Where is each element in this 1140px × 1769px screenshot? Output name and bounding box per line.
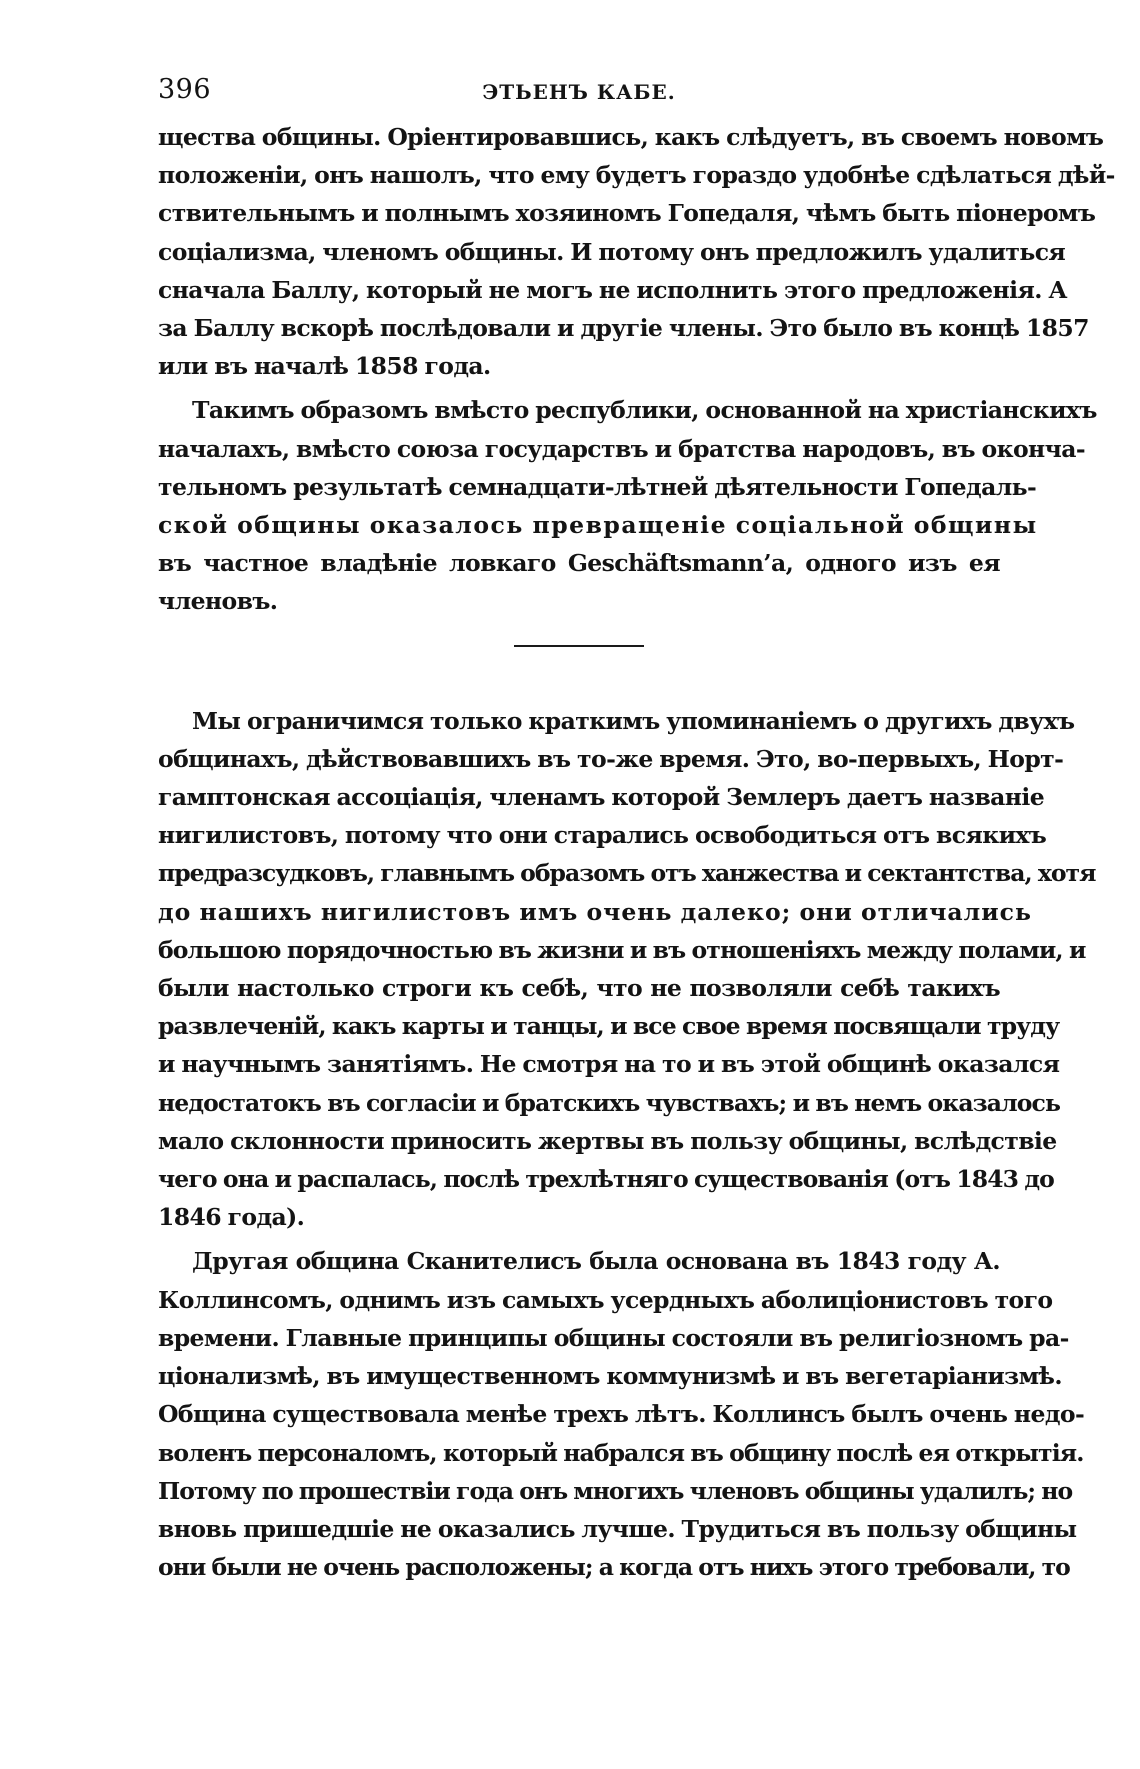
text-line: соціализма, членомъ общины. И потому онъ предложилъ удалиться — [158, 237, 1066, 266]
text-line: большою порядочностью въ жизни и въ отношеніяхъ между полами, и — [158, 935, 1086, 964]
text-line: положеніи, онъ нашолъ, что ему будетъ гораздо удобнѣе сдѣлаться дѣй- — [158, 161, 1115, 190]
text-line: гамптонская ассоціація, членамъ которой Землеръ даетъ названіе — [158, 783, 1045, 812]
text-line: ской общины оказалось превращеніе соціальной общины — [158, 511, 1038, 540]
text-line: членовъ. — [158, 587, 278, 616]
text-line: чего она и распалась, послѣ трехлѣтняго существованія (отъ 1843 до — [158, 1165, 1054, 1194]
text-line: предразсудковъ, главнымъ образомъ отъ ханжества и сектантства, хотя — [158, 859, 1096, 888]
text-line: Мы ограничимся только краткимъ упоминаніемъ о другихъ двухъ — [192, 706, 1075, 735]
text-line: они были не очень расположены; а когда отъ нихъ этого требовали, то — [158, 1553, 1070, 1582]
text-line: или въ началѣ 1858 года. — [158, 352, 491, 381]
text-line: за Баллу вскорѣ послѣдовали и другіе члены. Это было въ концѣ 1857 — [158, 314, 1089, 343]
text-line: щества общины. Оріентировавшись, какъ слѣдуетъ, въ своемъ новомъ — [158, 123, 1104, 151]
text-line: общинахъ, дѣйствовавшихъ въ то-же время. Это, во-первыхъ, Норт- — [158, 744, 1064, 773]
text-line: Коллинсомъ, однимъ изъ самыхъ усердныхъ аболиціонистовъ того — [158, 1285, 1053, 1314]
text-line: Такимъ образомъ вмѣсто республики, основанной на христіанскихъ — [192, 396, 1097, 425]
text-line: Другая община Сканителисъ была основана въ 1843 году А. — [192, 1247, 1000, 1276]
text-line: нигилистовъ, потому что они старались освободиться отъ всякихъ — [158, 821, 1047, 850]
text-line: воленъ персоналомъ, который набрался въ общину послѣ ея открытія. — [158, 1438, 1084, 1467]
section-gap — [158, 647, 1000, 702]
text-line: мало склонности приносить жертвы въ пользу общины, вслѣдствіе — [158, 1126, 1057, 1155]
text-line: Община существовала менѣе трехъ лѣтъ. Коллинсъ былъ очень недо- — [158, 1400, 1085, 1429]
running-title: ЭТЬЕНЪ КАБЕ. — [482, 80, 676, 104]
book-page — [158, 70, 1115, 1730]
text-line: вновь пришедшіе не оказались лучше. Трудиться въ пользу общины — [158, 1514, 1077, 1543]
text-line: въ частное владѣніе ловкаго Geschäftsmann’а, одного изъ ея — [158, 549, 1000, 578]
body-text — [158, 118, 1115, 1586]
text-line: Потому по прошествіи года онъ многихъ членовъ общины удалилъ; но — [158, 1476, 1073, 1505]
text-line: началахъ, вмѣсто союза государствъ и братства народовъ, въ оконча- — [158, 434, 1086, 463]
page-number: 396 — [158, 74, 212, 105]
text-line: ціонализмѣ, въ имущественномъ коммунизмѣ и въ вегетаріанизмѣ. — [158, 1362, 1062, 1391]
running-head — [158, 70, 1000, 118]
paragraph-1 — [158, 118, 1115, 385]
paragraph-3 — [158, 702, 1096, 1237]
text-line: сначала Баллу, который не могъ не исполнить этого предложенія. А — [158, 275, 1067, 304]
text-line: ствительнымъ и полнымъ хозяиномъ Гопедаля, чѣмъ быть піонеромъ — [158, 199, 1096, 228]
text-line: времени. Главные принципы общины состояли въ религіозномъ ра- — [158, 1323, 1069, 1352]
text-line: до нашихъ нигилистовъ имъ очень далеко; они отличались — [158, 897, 1032, 926]
text-line: тельномъ результатѣ семнадцати-лѣтней дѣятельности Гопедаль- — [158, 472, 1037, 501]
text-line: недостатокъ въ согласіи и братскихъ чувствахъ; и въ немъ оказалось — [158, 1088, 1061, 1117]
text-line: 1846 года). — [158, 1203, 305, 1232]
text-line: и научнымъ занятіямъ. Не смотря на то и въ этой общинѣ оказался — [158, 1050, 1060, 1079]
text-line: были настолько строги къ себѣ, что не позволяли себѣ такихъ — [158, 974, 1000, 1003]
paragraph-2 — [158, 391, 1097, 620]
paragraph-4 — [158, 1242, 1085, 1586]
text-line: развлеченій, какъ карты и танцы, и все свое время посвящали труду — [158, 1012, 1060, 1041]
